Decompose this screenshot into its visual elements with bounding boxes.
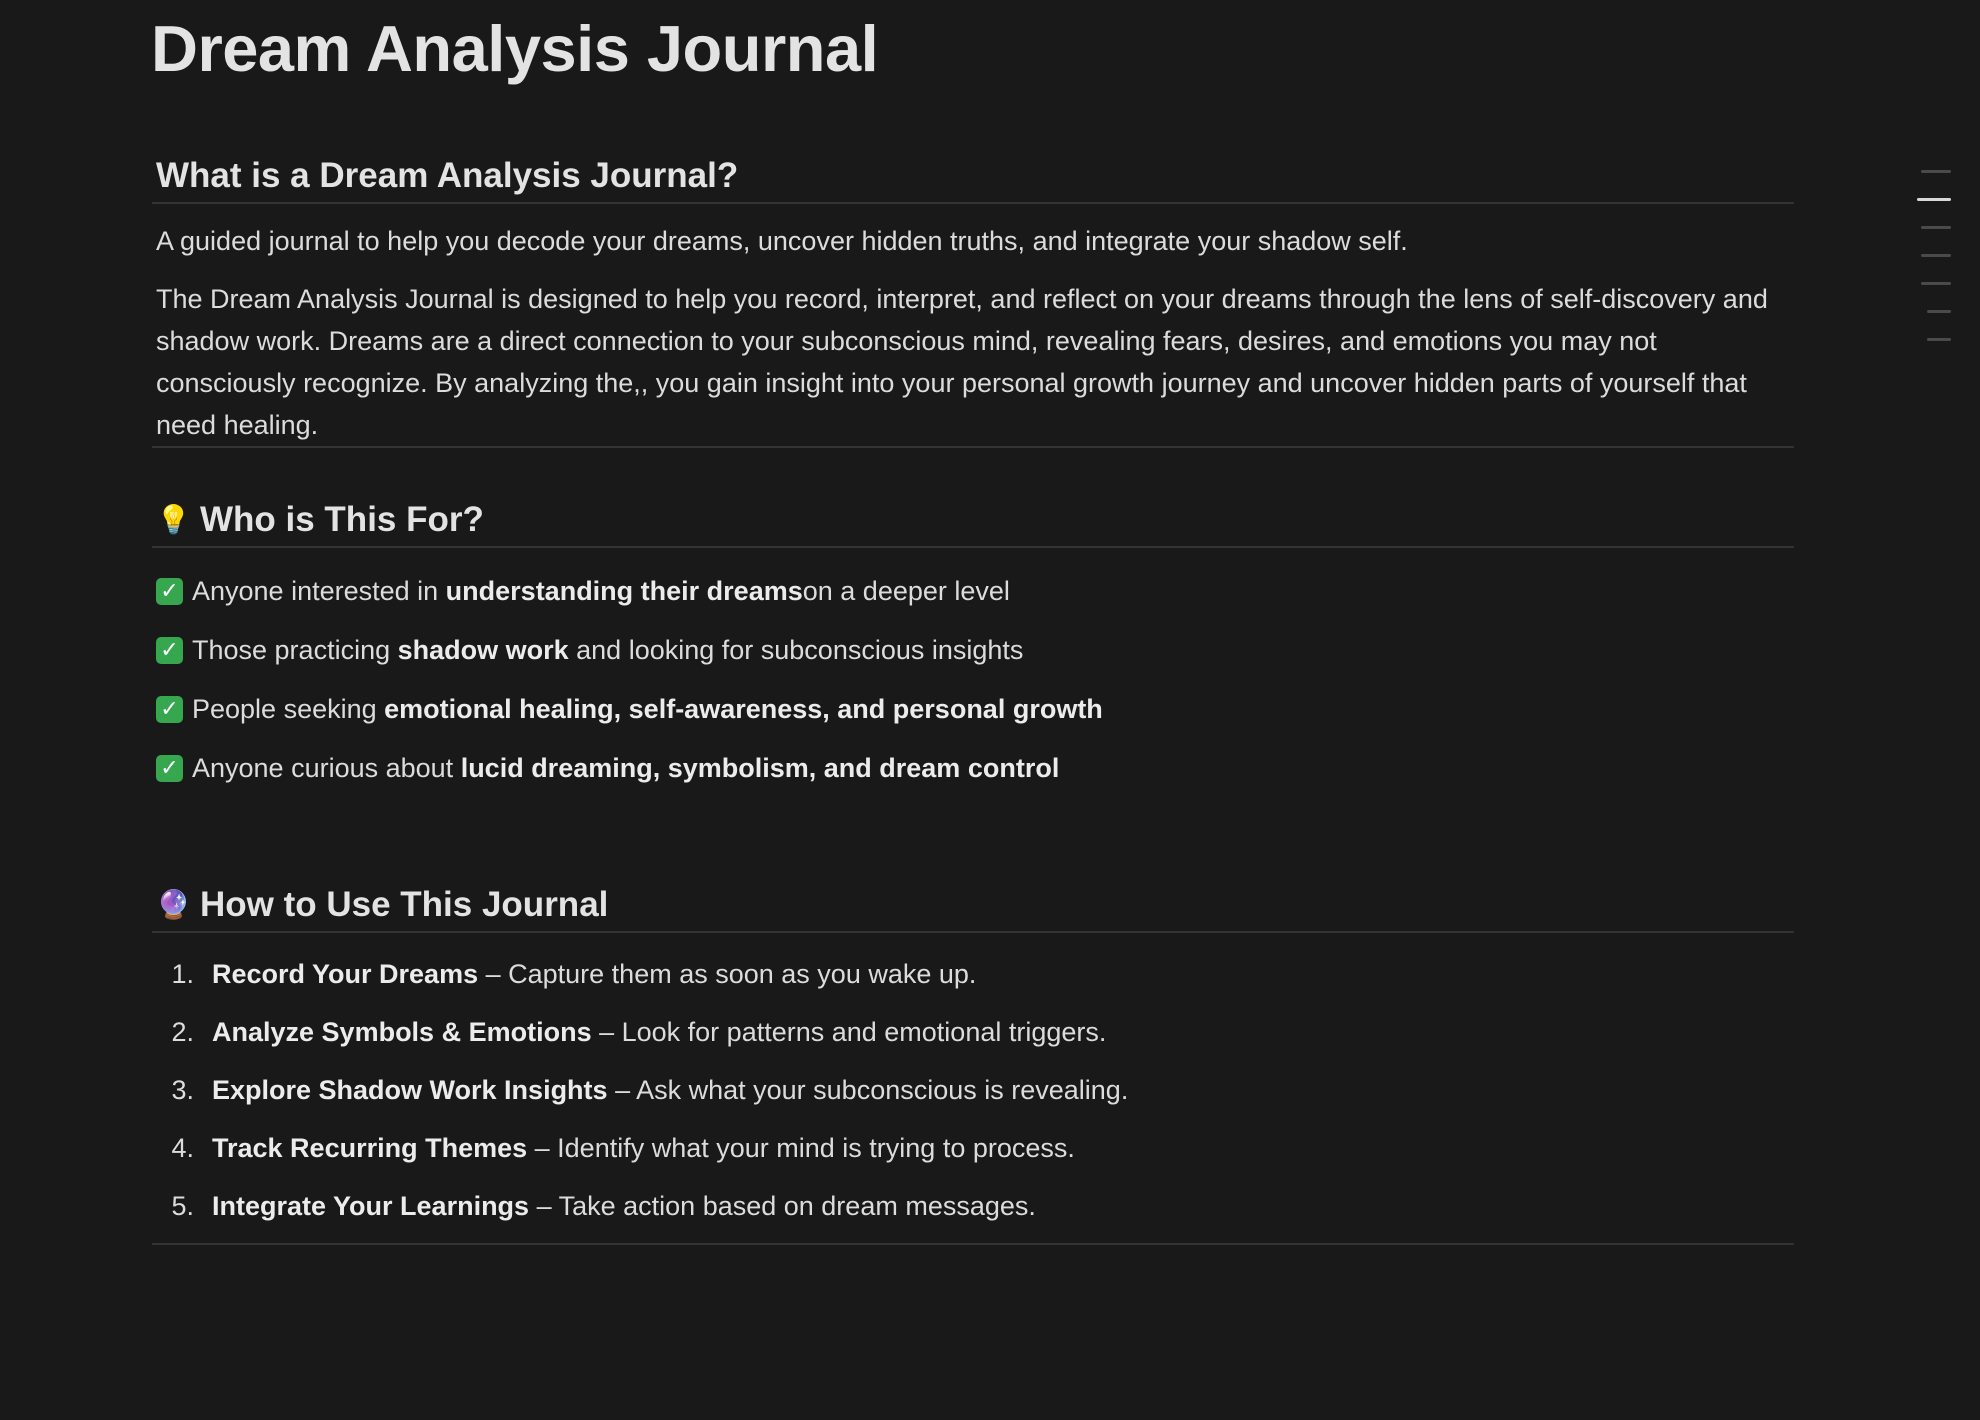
table-of-contents-outline[interactable] [1915, 170, 1951, 366]
divider [152, 202, 1794, 204]
list-item [152, 1127, 1794, 1169]
item-text: Anyone interested in understanding their dreamson a deeper level [192, 575, 1010, 606]
toc-entry[interactable] [1921, 226, 1951, 229]
toc-entry[interactable] [1927, 310, 1951, 313]
checklist-item [152, 570, 1794, 612]
step-text: Record Your Dreams – Capture them as soon as you wake up. [212, 958, 977, 989]
item-text: Anyone curious about lucid dreaming, symbolism, and dream control [192, 752, 1060, 783]
checklist-item [152, 688, 1794, 730]
checklist-item [152, 629, 1794, 671]
item-text: Those practicing shadow work and looking for subconscious insights [192, 634, 1024, 665]
heading-how-to-use[interactable] [152, 879, 1794, 931]
step-number: 4. [171, 1132, 194, 1163]
list-item [152, 953, 1794, 995]
divider [152, 546, 1794, 548]
heading-what-is[interactable]: What is a Dream Analysis Journal? [156, 156, 739, 195]
checklist-item [152, 747, 1794, 789]
toc-entry-active[interactable] [1917, 198, 1951, 201]
intro-paragraph: A guided journal to help you decode your dreams, uncover hidden truths, and integrate your shadow self. [156, 226, 1408, 256]
toc-entry[interactable] [1921, 254, 1951, 257]
toc-entry[interactable] [1921, 282, 1951, 285]
heading-text: Who is This For? [200, 500, 484, 539]
steps-list [152, 953, 1794, 1227]
light-bulb-icon: 💡 [156, 504, 191, 535]
step-text: Analyze Symbols & Emotions – Look for patterns and emotional triggers. [212, 1016, 1107, 1047]
divider [152, 446, 1794, 448]
page-title: Dream Analysis Journal [151, 12, 879, 85]
step-number: 2. [171, 1016, 194, 1047]
page-content [152, 148, 1794, 1245]
step-text: Explore Shadow Work Insights – Ask what your subconscious is revealing. [212, 1074, 1129, 1105]
step-text: Track Recurring Themes – Identify what your mind is trying to process. [212, 1132, 1075, 1163]
heading-text: How to Use This Journal [200, 885, 609, 924]
crystal-ball-icon: 🔮 [156, 889, 191, 920]
toc-entry[interactable] [1927, 338, 1951, 341]
step-text: Integrate Your Learnings – Take action based on dream messages. [212, 1190, 1036, 1221]
item-text: People seeking emotional healing, self-awareness, and personal growth [192, 693, 1103, 724]
check-mark-button-icon: ✓ [156, 578, 183, 605]
divider [152, 931, 1794, 933]
step-number: 1. [171, 958, 194, 989]
check-mark-button-icon: ✓ [156, 696, 183, 723]
check-mark-button-icon: ✓ [156, 755, 183, 782]
audience-checklist [152, 570, 1794, 789]
list-item [152, 1069, 1794, 1111]
list-item [152, 1185, 1794, 1227]
divider [152, 1243, 1794, 1245]
description-paragraph: The Dream Analysis Journal is designed to help you record, interpret, and reflect on your dreams through the lens of self-discovery and shadow work. Dreams are a direct connection to your subconscious mind, revealing fears, desires, and emotions you may not consciously recognize. By analyzing the,, you gain insight into your personal growth journey and uncover hidden parts of yourself that need healing. [156, 284, 1768, 440]
heading-who-is-this-for[interactable] [152, 494, 1794, 546]
toc-entry[interactable] [1921, 170, 1951, 173]
step-number: 3. [171, 1074, 194, 1105]
step-number: 5. [171, 1190, 194, 1221]
list-item [152, 1011, 1794, 1053]
check-mark-button-icon: ✓ [156, 637, 183, 664]
